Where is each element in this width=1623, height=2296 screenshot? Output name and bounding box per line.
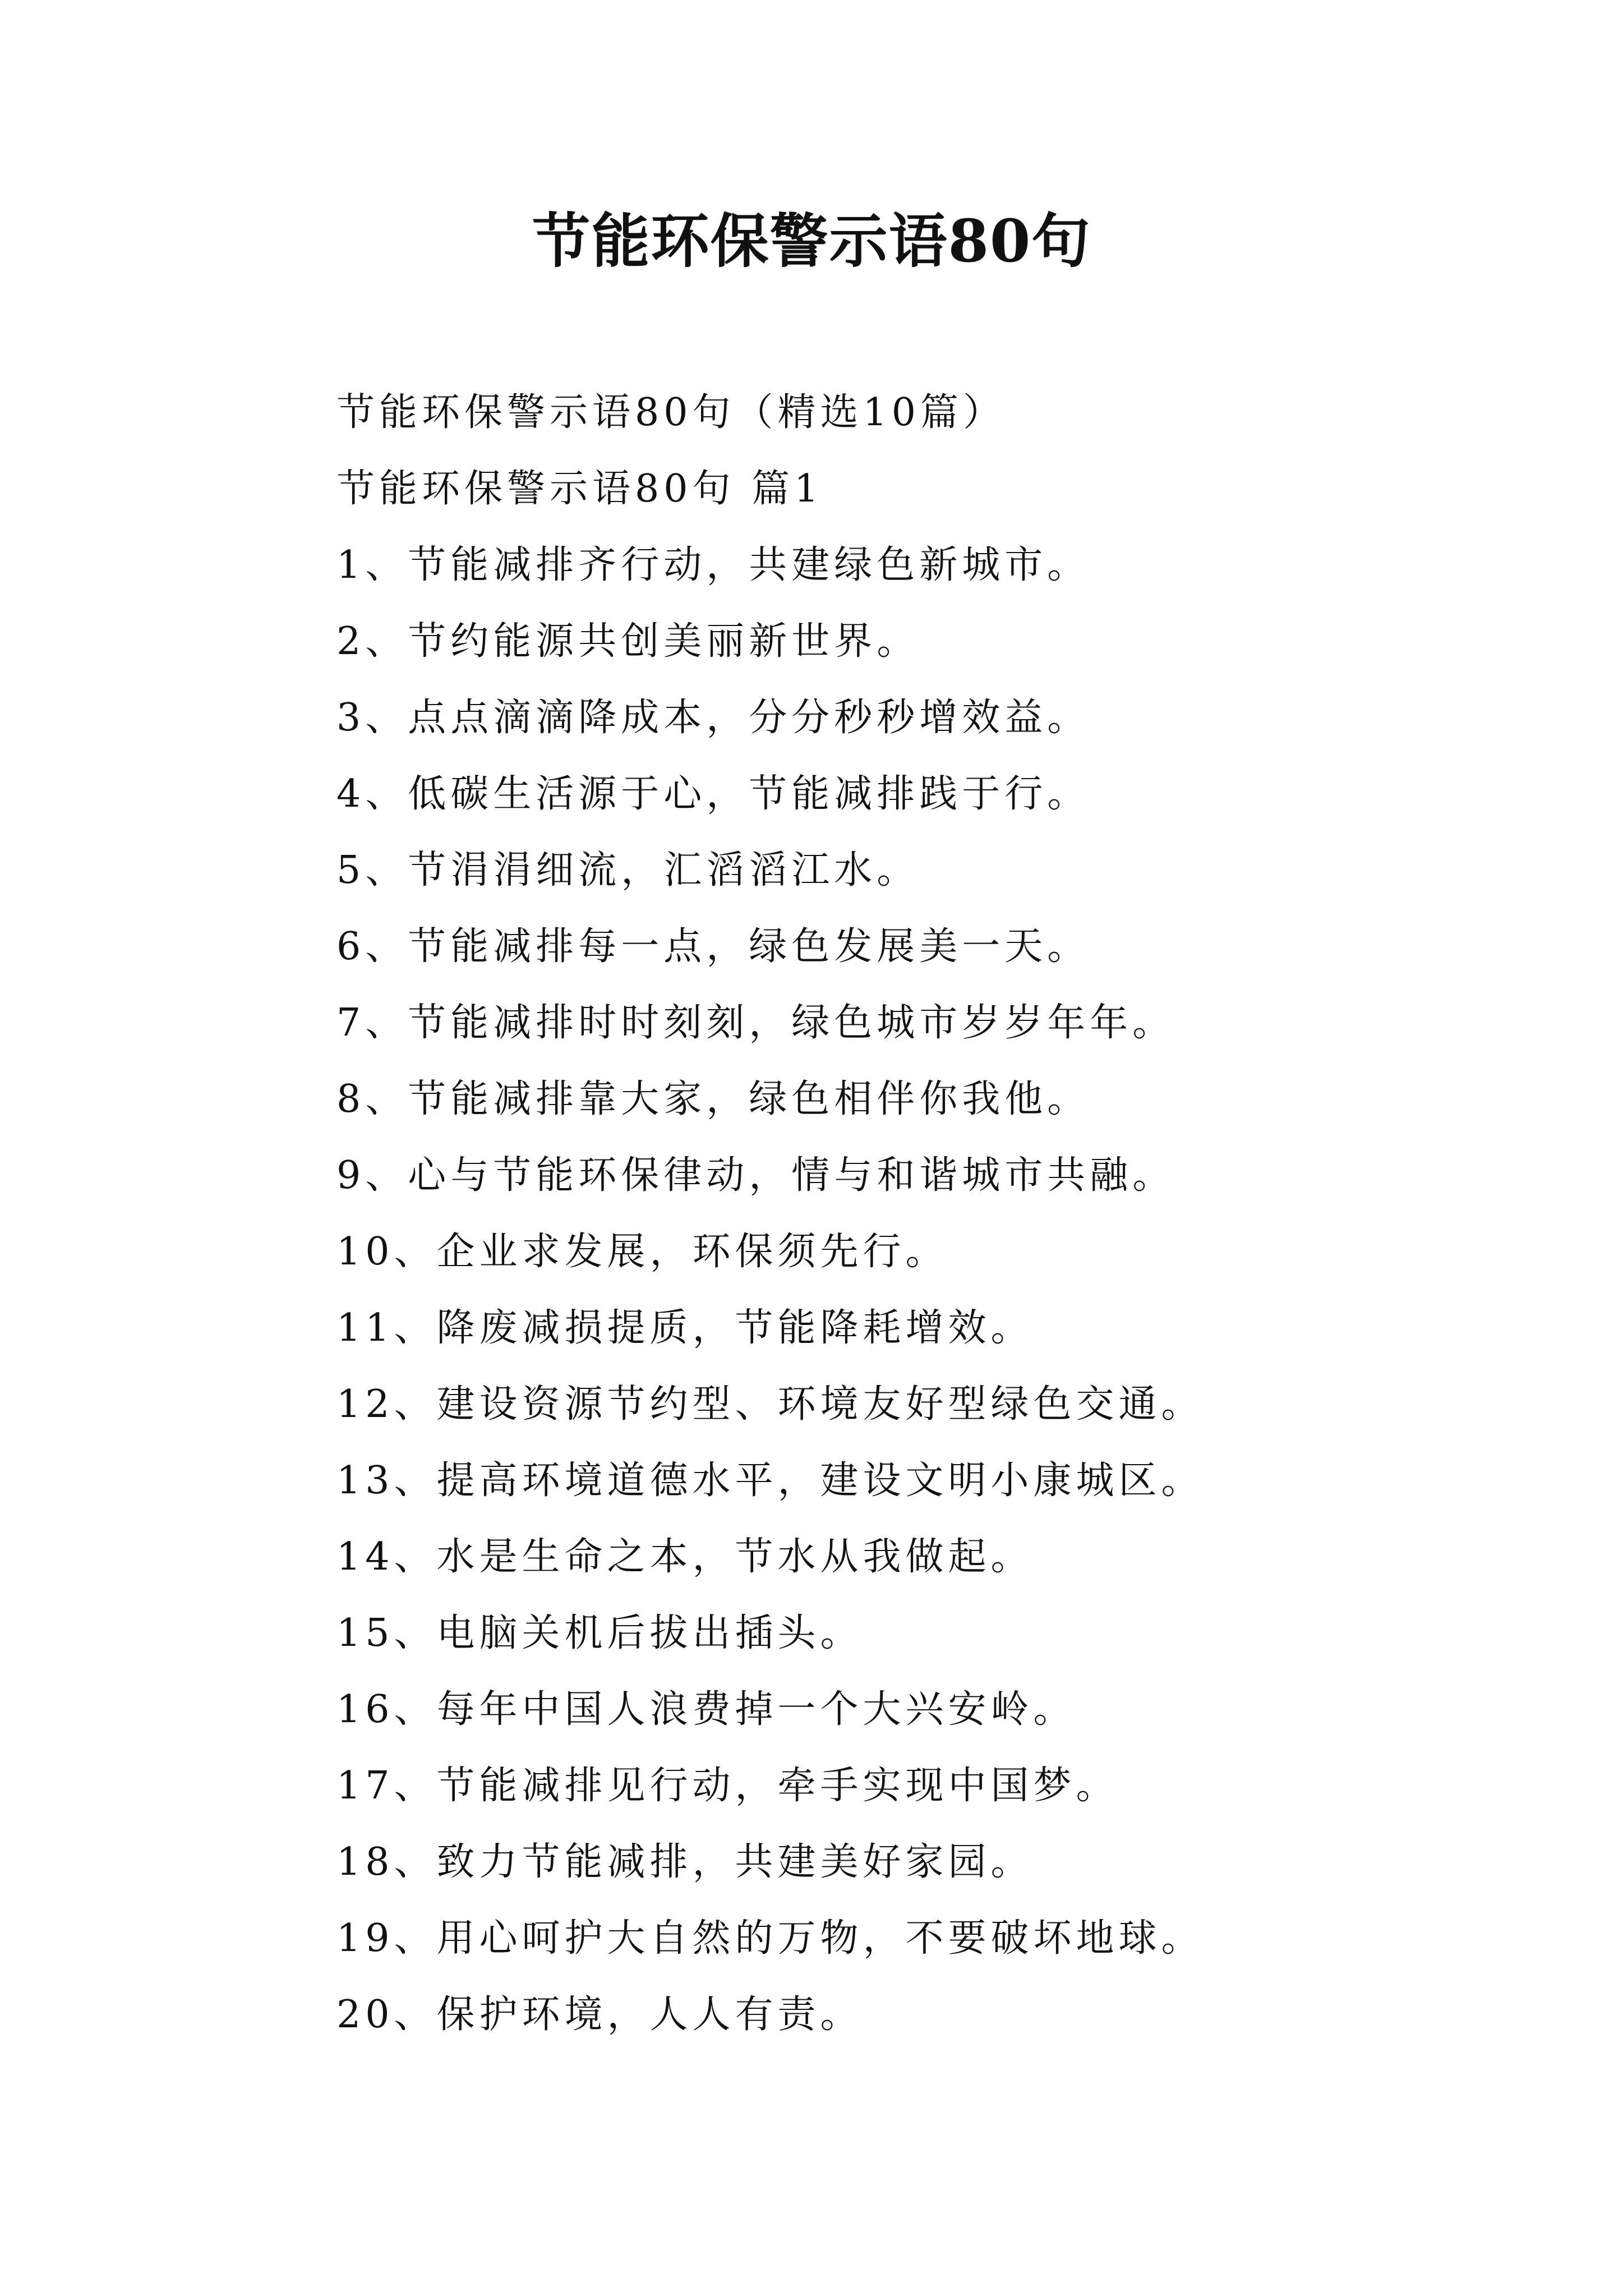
slogan-item: 8、节能减排靠大家，绿色相伴你我他。 — [336, 1077, 1090, 1121]
slogan-item: 10、企业求发展，环保须先行。 — [336, 1230, 948, 1274]
document-title: 节能环保警示语80句 — [532, 206, 1091, 275]
slogan-item: 15、电脑关机后拔出插头。 — [336, 1611, 863, 1655]
slogan-item: 11、降废减损提质，节能降耗增效。 — [336, 1306, 1034, 1350]
slogan-item: 17、节能减排见行动，牵手实现中国梦。 — [336, 1764, 1119, 1808]
slogan-item: 5、节涓涓细流，汇滔滔江水。 — [336, 848, 920, 892]
slogan-item: 20、保护环境，人人有责。 — [336, 1993, 863, 2037]
slogan-item: 3、点点滴滴降成本，分分秒秒增效益。 — [336, 696, 1090, 740]
slogan-item: 19、用心呵护大自然的万物，不要破坏地球。 — [336, 1916, 1204, 1961]
slogan-item: 6、节能减排每一点，绿色发展美一天。 — [336, 924, 1090, 969]
slogan-item: 13、提高环境道德水平，建设文明小康城区。 — [336, 1458, 1204, 1503]
document-subtitle: 节能环保警示语80句（精选10篇） — [336, 390, 1006, 435]
slogan-item: 1、节能减排齐行动，共建绿色新城市。 — [336, 543, 1090, 587]
slogan-item: 9、心与节能环保律动，情与和谐城市共融。 — [336, 1153, 1175, 1198]
slogan-item: 18、致力节能减排，共建美好家园。 — [336, 1840, 1034, 1884]
slogan-item: 16、每年中国人浪费掉一个大兴安岭。 — [336, 1687, 1076, 1732]
slogan-item: 12、建设资源节约型、环境友好型绿色交通。 — [336, 1382, 1204, 1427]
slogan-item: 2、节约能源共创美丽新世界。 — [336, 619, 920, 664]
section-heading: 节能环保警示语80句 篇1 — [336, 467, 823, 511]
slogan-item: 14、水是生命之本，节水从我做起。 — [336, 1535, 1034, 1579]
slogan-item: 7、节能减排时时刻刻，绿色城市岁岁年年。 — [336, 1001, 1175, 1045]
document-body — [336, 375, 1514, 2053]
slogan-item: 4、低碳生活源于心，节能减排践于行。 — [336, 772, 1090, 816]
